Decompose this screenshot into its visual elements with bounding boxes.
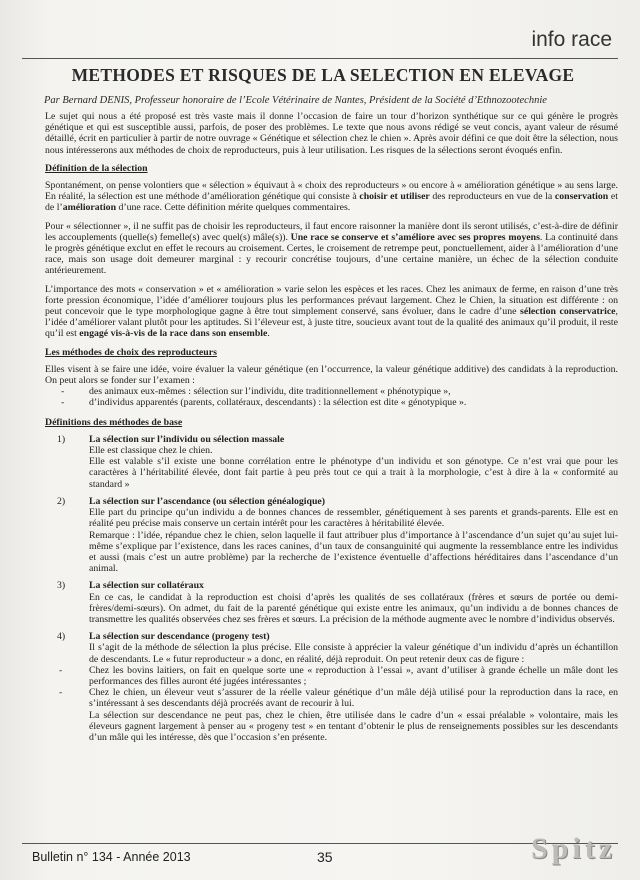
magazine-logo: Spitz [530,832,616,865]
methods-list [45,386,618,408]
method-2 [45,496,618,574]
footer [22,832,618,870]
method-text: Remarque : l’idée, répandue chez le chien, selon laquelle il faut attribuer plus d’importance à l’ascendance d’un sujet qu’au sujet lui-même s’explique par l’existence, dans les races canines, d’un taux de consanguinité qui augmente la ressemblance entre les individus et aussi (mais c’est un autre problème) par la recherche de l’existence éventuelle d’affections héréditaires dans l’ascendance d’un animal. [89,529,618,575]
method-number: 1) [57,433,66,445]
definition-paragraph-3: L’importance des mots « conservation » et « amélioration » varie selon les espèces et les races. Chez les animaux de ferme, en raison d’une très forte pression économique, l’idée d’améliorer toujours plus les performances prévaut largement. Chez le Chien, la situation est différente : on peut concevoir que le type morphologique gagne à être tout simplement conservé, sans évoluer, dans le cadre d’une sélection conservatrice, l’idée d’améliorer valant plutôt pour les aptitudes. Si l’éleveur est, à juste titre, soucieux avant tout de la qualité des animaux qu’il produit, il reste qu’il est engagé vis-à-vis de la race dans son ensemble. [45,283,618,340]
list-item: - d’individus apparentés (parents, collatéraux, descendants) : la sélection est dite « génotypique ». [45,397,618,408]
method-text: Il s’agit de la méthode de sélection la plus précise. Elle consiste à apprécier la valeur génétique d’un individu d’après un échantillon de descendants. Le « futur reproducteur » a donc, en réalité, déjà reproduit. On peut retenir deux cas de figure : [89,642,618,665]
definition-paragraph-2: Pour « sélectionner », il ne suffit pas de choisir les reproducteurs, il faut encore raisonner la manière dont ils seront utilisés, c’est-à-dire de définir les accouplements (quelle(s) femelle(s) avec quel(s) mâle(s)). Une race se conserve et s’améliore avec ses propres moyens. La continuité dans le progrès génétique exclut en effet le recours au croisement. Certes, le croisement de retrempe peut, ponctuellement, aider à l’amélioration d’une race, mais son usage doit demeurer marginal : y recourir concrétise toujours, d’une certaine manière, un échec de la sélection conduite antérieurement. [45,220,618,277]
method-title: La sélection sur collatéraux [89,580,204,592]
methods-heading: Les méthodes de choix des reproducteurs [45,346,217,358]
method-1 [45,434,618,490]
methods-paragraph: Elles visent à se faire une idée, voire évaluer la valeur génétique (en l’occurrence, la valeur génétique additive) des candidats à la reproduction. On peut alors se fonder sur l’examen : [45,363,618,387]
method-text: Elle part du principe qu’un individu a de bonnes chances de ressembler, génétiquement à ses parents et grands-parents. Elle est en réalité peu précise mais conserve un certain intérêt pour les caractères à héritabilité élevée. [89,507,618,530]
definition-paragraph-1: Spontanément, on pense volontiers que « sélection » équivaut à « choix des reproducteurs » ou encore à « amélioration génétique » au sens large. En réalité, la sélection est une méthode d’amélioration génétique qui consiste à choisir et utiliser des reproducteurs en vue de la conservation et de l’amélioration d’une race. Cette définition mérite quelques commentaires. [45,180,618,214]
method-title: La sélection sur l’ascendance (ou sélection généalogique) [89,495,326,507]
method-4 [45,631,618,743]
intro-paragraph: Le sujet qui nous a été proposé est très vaste mais il donne l’occasion de faire un tour d’horizon synthétique sur ce qui génère le progrès génétique et qui est susceptible aussi, parfois, de poser des problèmes. Le texte que nous avons rédigé se veut concis, ayant valeur de résumé détaillé, écrit en particulier à partir de notre ouvrage « Génétique et sélection chez le chien ». Après avoir défini ce que doit être la sélection, nous nous intéresserons aux méthodes de choix de reproducteurs, puis à leur utilisation. Les risques de la sélections seront évoqués enfin. [45,111,618,156]
header-bar [22,25,618,59]
method-case: - Chez le chien, un éleveur veut s’assurer de la réelle valeur génétique d’un mâle déjà utilisé pour la reproduction dans la race, en s’intéressant à ses descendants déjà procréés avant de recourir à lui. [59,687,618,710]
definition-heading: Définition de la sélection [45,162,148,174]
method-3 [45,580,618,625]
base-methods-heading: Définitions des méthodes de base [45,416,183,428]
page-number: 35 [317,849,333,865]
method-number: 4) [57,631,66,643]
bulletin-info: Bulletin n° 134 - Année 2013 [32,850,191,864]
article-body [45,111,618,749]
list-item: - des animaux eux-mêmes : sélection sur l’individu, dite traditionnellement « phénotypique », [45,386,618,397]
method-text: Elle est classique chez le chien. [89,445,213,457]
method-title: La sélection sur descendance (progeny test) [89,631,270,643]
article-title: METHODES ET RISQUES DE LA SELECTION EN ELEVAGE [71,65,575,85]
method-number: 2) [57,495,66,507]
method-text: Elle est valable s’il existe une bonne corrélation entre le phénotype d’un individu et son génotype. Ce n’est vrai que pour les caractères à l’héritabilité élevée, dont fait partie à peu près tout ce qui a trait à la morphologie, c’est à dire à la « conformité au standard » [89,456,618,490]
article-byline: Par Bernard DENIS, Professeur honoraire de l’Ecole Vétérinaire de Nantes, Président de la Société d’Ethnozootechnie [44,95,547,106]
method-text: La sélection sur descendance ne peut pas, chez le chien, être utilisée dans le cadre d’un « essai préalable » volontaire, mais les éleveurs gagnent largement à penser au « progeny test » en tentant d’obtenir le plus de renseignements possibles sur les descendants d’un mâle qui les intéresse, dès que l’occasion s’en présente. [89,709,618,743]
method-case: - Chez les bovins laitiers, on fait en quelque sorte une « reproduction à l’essai », avant d’utiliser à grande échelle un mâle dont les performances des filles auront été jugées intéressantes ; [59,664,618,687]
method-text: En ce cas, le candidat à la reproduction est choisi d’après les qualités de ses collatéraux (frères et sœurs de portée ou demi-frères/demi-sœurs). On admet, du fait de la parenté génétique qui existe entre les animaux, qu’un individu a de bonnes chances de transmettre les qualités observées chez ses frères et sœurs. La précision de la méthode augmente avec le nombre d’individus observés. [89,591,618,625]
method-number: 3) [57,580,66,592]
section-label: info race [531,28,612,51]
method-title: La sélection sur l’individu ou sélection massale [89,433,285,445]
